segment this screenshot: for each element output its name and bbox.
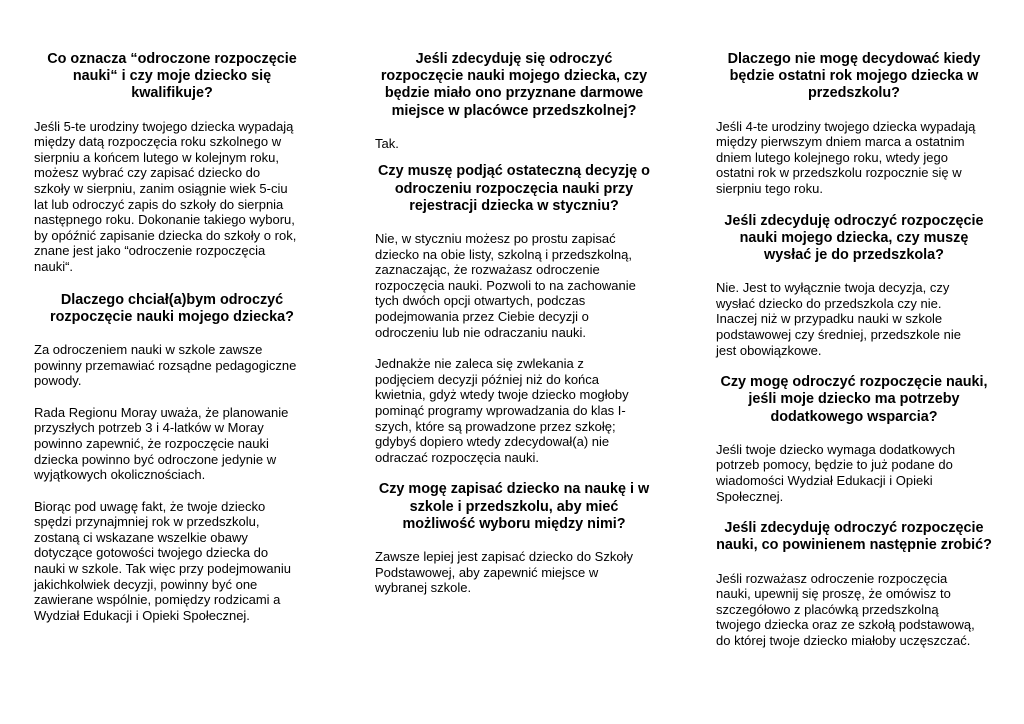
column-left — [34, 0, 310, 623]
paragraph-april-deadline: Jednakże nie zaleca się zwlekania z podjęciem decyzji później niż do końca kwietnia, gdyż wtedy twoje dziecko mogłoby pominąć programy wprowadzania do klas I- szych, które są prowadzone przez szkołę; gdybyś dopiero wtedy zdecydował(a) nie odraczać rozpoczęcia nauki. — [375, 356, 629, 465]
paragraph-joint-decision: Biorąc pod uwagę fakt, że twoje dziecko spędzi przynajmniej rok w przedszkolu, zostaną ci wskazane wszelkie obawy dotyczące gotowości twojego dziecka do nauki w szkole. Tak więc przy podejmowaniu jakichkolwiek decyzji, powinny być one zawierane wspólnie, pomiędzy rodzicami a Wydział Edukacji i Opieki Społecznej. — [34, 498, 291, 623]
heading-final-decision-january: Czy muszę podjąć ostateczną decyzję o odroczeniu rozpoczęcia nauki przy rejestracji dziecka w styczniu? — [378, 163, 650, 214]
heading-deferred-entry-definition: Co oznacza “odroczone rozpoczęcie nauki“ i czy moje dziecko się kwalifikuje? — [47, 51, 297, 102]
paragraph-eligibility: Jeśli 5-te urodziny twojego dziecka wypadają między datą rozpoczęcia roku szkolnego w sierpniu a końcem lutego w kolejnym roku, możesz wybrać czy zapisać dziecko do szkoły w sierpniu, zanim osiągnie wiek 5-ciu lat lub odroczyć zapis do szkoły do sierpnia następnego roku. Dokonanie takiego wyboru, by opóźnić zapisanie dziecka do szkoły o rok, znane jest jako “odroczenie rozpoczęcia nauki“. — [34, 118, 297, 274]
paragraph-council-policy: Rada Regionu Moray uważa, że planowanie przyszłych potrzeb 3 i 4-latków w Moray powinno zapewnić, że rozpoczęcie nauki dziecka powinno być odroczone jedynie w wyjątkowych okolicznościach. — [34, 404, 289, 483]
heading-next-steps: Jeśli zdecyduję odroczyć rozpoczęcie nauki, co powinienem następnie zrobić? — [716, 520, 992, 554]
column-middle — [375, 0, 653, 596]
paragraph-pedagogical-reasons: Za odroczeniem nauki w szkole zawsze powinny przemawiać rozsądne pedagogiczne powody. — [34, 341, 297, 389]
paragraph-register-both: Nie, w styczniu możesz po prostu zapisać dziecko na obie listy, szkolną i przedszkolną, zaznaczając, że rozważasz odroczenie rozpoczęcia nauki. Pozwoli to na zachowanie tych dwóch opcji otwartych, podczas podejmowania przez Ciebie decyzji o odroczeniu lub nie odraczaniu nauki. — [375, 231, 636, 340]
heading-last-nursery-year: Dlaczego nie mogę decydować kiedy będzie ostatni rok mojego dziecka w przedszkolu? — [727, 51, 981, 102]
heading-why-defer: Dlaczego chciał(a)bym odroczyć rozpoczęcie nauki mojego dziecka? — [50, 291, 294, 325]
heading-additional-support-needs: Czy mogę odroczyć rozpoczęcie nauki, jeśli moje dziecko ma potrzeby dodatkowego wsparcia? — [720, 374, 988, 425]
paragraph-primary-school-place: Zawsze lepiej jest zapisać dziecko do Szkoły Podstawowej, aby zapewnić miejsce w wybranej szkole. — [375, 548, 633, 596]
paragraph-discuss-with-nursery: Jeśli rozważasz odroczenie rozpoczęcia nauki, upewnij się proszę, że omówisz to szczegółowo z placówką przedszkolną twojego dziecka oraz ze szkołą podstawową, do której twoje dziecko miałoby uczęszczać. — [716, 570, 975, 648]
column-right — [716, 0, 992, 649]
paragraph-support-needs-known: Jeśli twoje dziecko wymaga dodatkowych potrzeb pomocy, będzie to już podane do wiadomości Wydział Edukacji i Opieki Społecznej. — [716, 441, 956, 504]
paragraph-fourth-birthday: Jeśli 4-te urodziny twojego dziecka wypadają między pierwszym dniem marca a ostatnim dniem lutego kolejnego roku, wtedy jego ostatni rok w przedszkolu rozpocznie się w sierpniu tego roku. — [716, 118, 976, 196]
paragraph-nursery-not-compulsory: Nie. Jest to wyłącznie twoja decyzja, czy wysłać dziecko do przedszkola czy nie. Inaczej niż w przypadku nauki w szkole podstawowej czy średniej, przedszkole nie jest obowiązkowe. — [716, 280, 961, 358]
heading-must-attend-nursery: Jeśli zdecyduję odroczyć rozpoczęcie nauki mojego dziecka, czy muszę wysłać je do przedszkola? — [724, 212, 984, 263]
heading-free-nursery-place: Jeśli zdecyduję się odroczyć rozpoczęcie nauki mojego dziecka, czy będzie miało ono przyznane darmowe miejsce w placówce przedszkolnej? — [380, 51, 648, 119]
paragraph-yes: Tak. — [375, 135, 399, 151]
heading-register-school-and-nursery: Czy mogę zapisać dziecko na naukę i w szkole i przedszkolu, aby mieć możliwość wyboru między nimi? — [378, 481, 650, 532]
